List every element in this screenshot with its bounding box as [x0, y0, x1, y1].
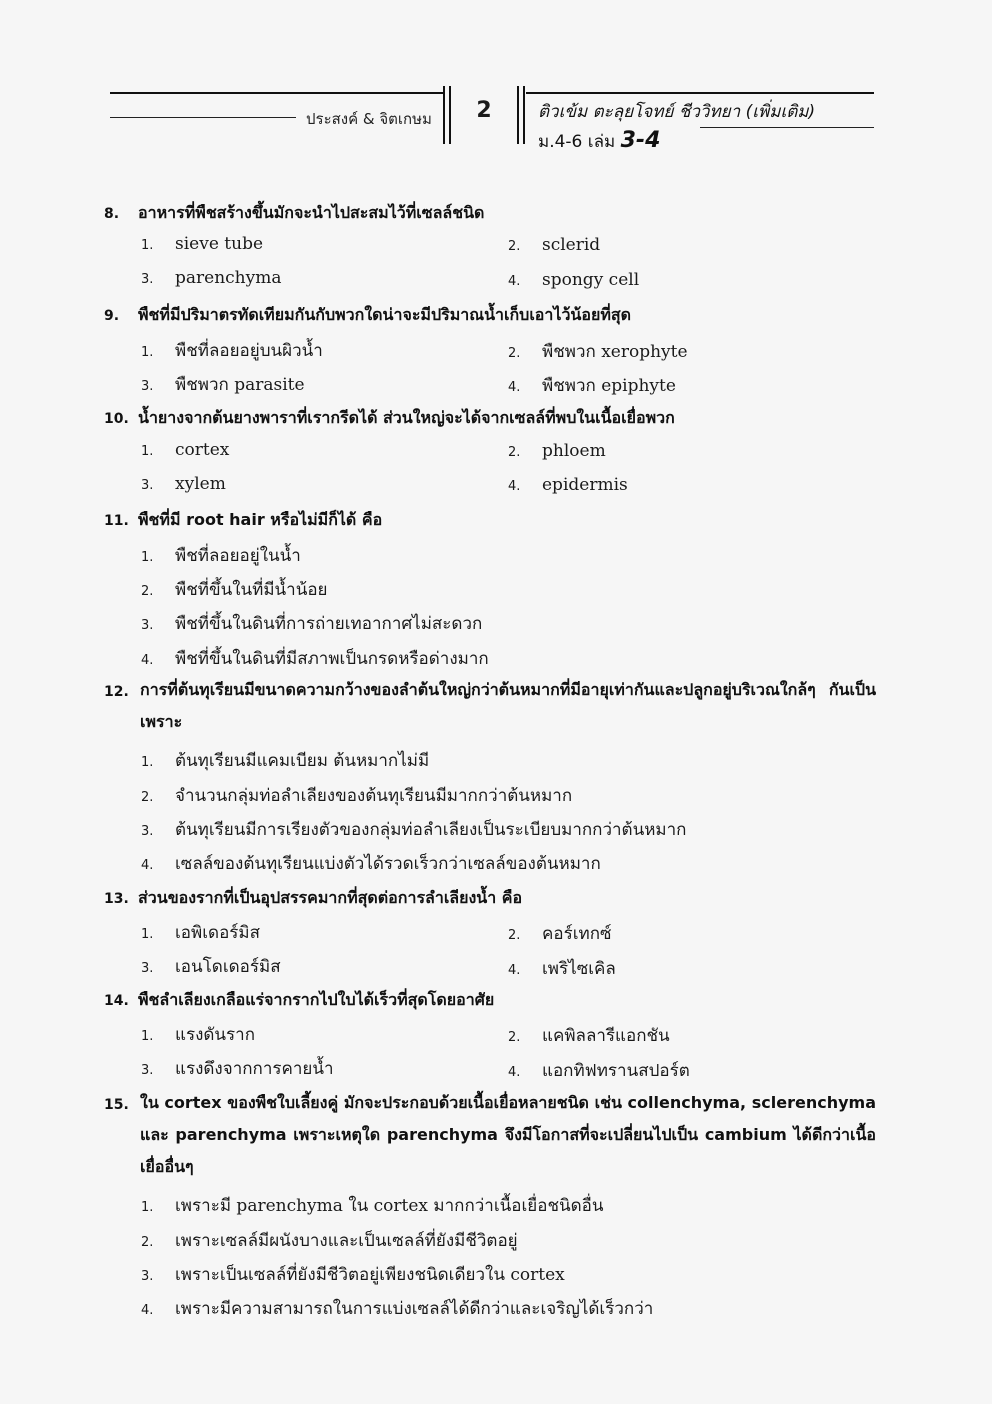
option-9-3: 3. พืชพวก parasite	[141, 375, 305, 395]
question-text: พืชที่มีปริมาตรทัดเทียมกันกับพวกใดน่าจะมีปริมาณน้ำเก็บเอาไว้น้อยที่สุด	[138, 305, 632, 324]
book-level	[538, 128, 660, 155]
option-8-2: 2. sclerid	[508, 235, 601, 255]
header-authors-rule	[110, 117, 296, 118]
option-13-2: 2. คอร์เทกซ์	[508, 924, 612, 944]
question-10	[104, 406, 876, 431]
option-12-1: 1. ต้นทุเรียนมีแคมเบียม ต้นหมากไม่มี	[141, 751, 430, 771]
option-15-2: 2. เพราะเซลล์มีผนังบางและเป็นเซลล์ที่ยังมีชีวิตอยู่	[141, 1231, 518, 1251]
option-15-1: 1. เพราะมี parenchyma ใน cortex มากกว่าเนื้อเยื่อชนิดอื่น	[141, 1196, 604, 1216]
question-14	[104, 988, 876, 1013]
option-14-4: 4. แอกทิฟทรานสปอร์ต	[508, 1061, 690, 1081]
option-8-4: 4. spongy cell	[508, 270, 640, 290]
header-rule-right	[526, 92, 874, 94]
question-number: 9.	[104, 308, 120, 324]
option-11-2: 2. พืชที่ขึ้นในที่มีน้ำน้อย	[141, 580, 328, 600]
question-number: 13.	[104, 891, 129, 907]
option-9-2: 2. พืชพวก xerophyte	[508, 342, 688, 362]
question-11	[104, 508, 876, 533]
question-text: ส่วนของรากที่เป็นอุปสรรคมากที่สุดต่อการลำเลียงน้ำ คือ	[138, 888, 523, 907]
page-number: 2	[476, 98, 492, 123]
option-12-3: 3. ต้นทุเรียนมีการเรียงตัวของกลุ่มท่อลำเลียงเป็นระเบียบมากกว่าต้นหมาก	[141, 820, 687, 840]
page-number-box	[443, 86, 525, 144]
question-number: 12.	[104, 684, 129, 700]
option-8-3: 3. parenchyma	[141, 268, 282, 288]
level-label: ม.4-6 เล่ม	[538, 132, 616, 152]
option-15-4: 4. เพราะมีความสามารถในการแบ่งเซลล์ได้ดีกว่าและเจริญได้เร็วกว่า	[141, 1299, 654, 1319]
question-text: น้ำยางจากต้นยางพาราที่เรากรีดได้ ส่วนใหญ่จะได้จากเซลล์ที่พบในเนื้อเยื่อพวก	[138, 408, 675, 427]
option-11-4: 4. พืชที่ขึ้นในดินที่มีสภาพเป็นกรดหรือด่างมาก	[141, 649, 489, 669]
question-number: 8.	[104, 206, 120, 222]
book-title: ติวเข้ม ตะลุยโจทย์ ชีววิทยา (เพิ่มเติม)	[538, 102, 816, 122]
option-9-4: 4. พืชพวก epiphyte	[508, 376, 676, 396]
option-10-2: 2. phloem	[508, 441, 606, 461]
option-13-4: 4. เพริไซเคิล	[508, 959, 616, 979]
header-rule-left	[110, 92, 445, 94]
option-13-3: 3. เอนโดเดอร์มิส	[141, 957, 281, 977]
question-13	[104, 886, 876, 911]
option-14-2: 2. แคพิลลารีแอกชัน	[508, 1026, 670, 1046]
question-text: อาหารที่พืชสร้างขึ้นมักจะนำไปสะสมไว้ที่เซลล์ชนิด	[138, 203, 485, 222]
volume-label: 3-4	[620, 128, 661, 153]
question-number: 11.	[104, 513, 129, 529]
option-10-3: 3. xylem	[141, 474, 226, 494]
option-11-3: 3. พืชที่ขึ้นในดินที่การถ่ายเทอากาศไม่สะดวก	[141, 614, 483, 634]
option-10-1: 1. cortex	[141, 440, 230, 460]
option-13-1: 1. เอพิเดอร์มิส	[141, 923, 260, 943]
option-12-4: 4. เซลล์ของต้นทุเรียนแบ่งตัวได้รวดเร็วกว่าเซลล์ของต้นหมาก	[141, 854, 601, 874]
option-10-4: 4. epidermis	[508, 475, 628, 495]
question-number: 10.	[104, 411, 129, 427]
question-15	[104, 1087, 876, 1183]
question-text: พืชลำเลียงเกลือแร่จากรากไปใบได้เร็วที่สุดโดยอาศัย	[138, 990, 495, 1009]
book-title-rule	[700, 127, 874, 128]
option-8-1: 1. sieve tube	[141, 234, 264, 254]
option-9-1: 1. พืชที่ลอยอยู่บนผิวน้ำ	[141, 341, 323, 361]
option-15-3: 3. เพราะเป็นเซลล์ที่ยังมีชีวิตอยู่เพียงชนิดเดียวใน cortex	[141, 1265, 565, 1285]
question-text: พืชที่มี root hair หรือไม่มีก็ได้ คือ	[138, 510, 383, 529]
option-14-1: 1. แรงดันราก	[141, 1025, 256, 1045]
option-12-2: 2. จำนวนกลุ่มท่อลำเลียงของต้นทุเรียนมีมากกว่าต้นหมาก	[141, 786, 573, 806]
question-text: การที่ต้นทุเรียนมีขนาดความกว้างของลำต้นใหญ่กว่าต้นหมากที่มีอายุเท่ากันและปลูกอยู่บริเวณใกล้ๆ กันเป็นเพราะ	[140, 680, 876, 731]
question-number: 14.	[104, 993, 129, 1009]
question-text: ใน cortex ของพืชใบเลี้ยงคู่ มักจะประกอบด้วยเนื้อเยื่อหลายชนิด เช่น collenchyma, sclerenchyma และ parenchyma เพราะเหตุใด parenchyma จึงมีโอกาสที่จะเปลี่ยนไปเป็น cambium ได้ดีกว่าเนื้อเยื่ออื่นๆ	[140, 1093, 876, 1176]
option-14-3: 3. แรงดึงจากการคายน้ำ	[141, 1059, 334, 1079]
question-9	[104, 303, 876, 328]
header-authors: ประสงค์ & จิตเกษม	[306, 110, 432, 128]
option-11-1: 1. พืชที่ลอยอยู่ในน้ำ	[141, 546, 301, 566]
question-12	[104, 674, 876, 738]
question-number: 15.	[104, 1097, 129, 1113]
question-8	[104, 201, 876, 226]
